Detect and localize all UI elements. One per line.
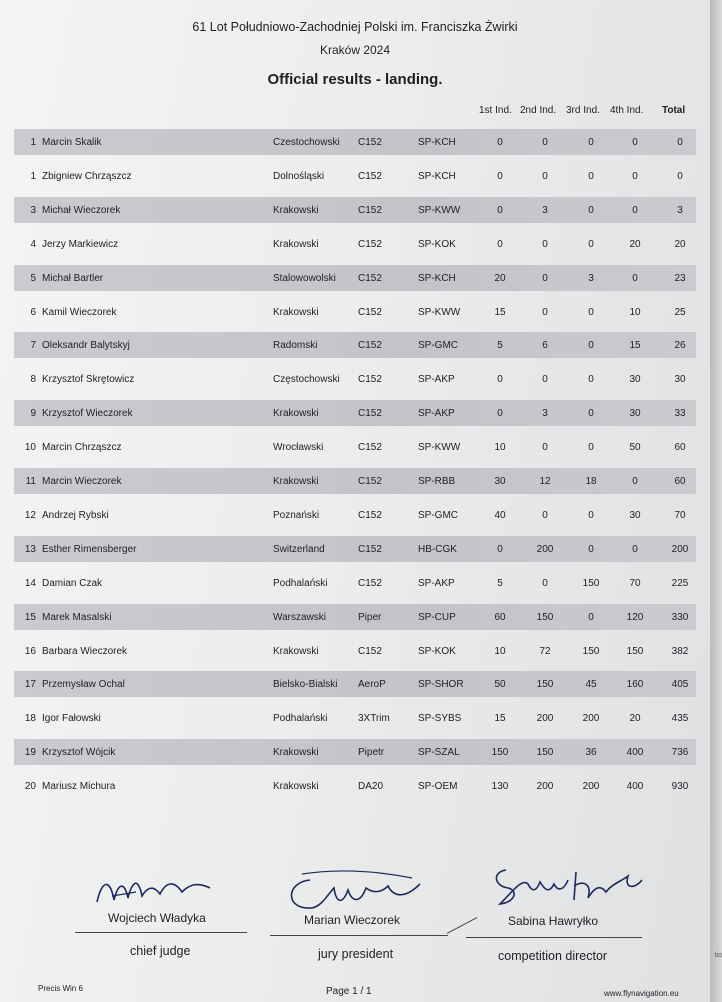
rank: 19: [24, 747, 36, 758]
registration: SP-KCH: [418, 171, 456, 182]
table-row: [14, 163, 696, 189]
score-4th-ind: 400: [626, 747, 644, 758]
registration: SP-RBB: [418, 476, 456, 487]
rank: 20: [24, 781, 36, 792]
score-total: 0: [677, 171, 683, 182]
registration: SP-KWW: [418, 205, 461, 216]
registration: SP-CUP: [418, 612, 456, 623]
score-2nd-ind: 200: [536, 713, 554, 724]
table-row: [14, 332, 696, 358]
score-2nd-ind: 200: [536, 544, 554, 555]
registration: SP-KOK: [418, 646, 456, 657]
rank: 14: [24, 578, 36, 589]
aeroclub: Krakowski: [273, 646, 319, 657]
score-3rd-ind: 0: [588, 612, 594, 623]
table-row: [14, 671, 696, 697]
aeroclub: Dolnośląski: [273, 171, 325, 182]
score-4th-ind: 0: [632, 171, 638, 182]
director-signature-scrawl: [488, 862, 648, 912]
competitor-name: Damian Czak: [42, 578, 103, 589]
score-2nd-ind: 0: [542, 307, 548, 318]
score-3rd-ind: 0: [588, 374, 594, 385]
competitor-name: Michał Bartler: [42, 273, 104, 284]
table-row: [14, 468, 696, 494]
score-1st-ind: 0: [497, 544, 503, 555]
score-total: 405: [671, 679, 689, 690]
aircraft-type: C152: [358, 544, 382, 555]
rank: 3: [30, 205, 36, 216]
column-header-1st-ind: 1st Ind.: [479, 105, 512, 116]
score-4th-ind: 400: [626, 781, 644, 792]
aircraft-type: Pipetr: [358, 747, 385, 758]
rank: 8: [30, 374, 36, 385]
competitor-name: Jerzy Markiewicz: [42, 239, 119, 250]
page-edge-text: tio: [714, 952, 722, 959]
table-row: [14, 773, 696, 799]
score-total: 26: [674, 340, 686, 351]
score-2nd-ind: 12: [539, 476, 551, 487]
score-1st-ind: 0: [497, 171, 503, 182]
aircraft-type: DA20: [358, 781, 384, 792]
aircraft-type: C152: [358, 273, 382, 284]
registration: SP-KWW: [418, 307, 461, 318]
score-2nd-ind: 3: [542, 408, 548, 419]
score-1st-ind: 10: [494, 442, 506, 453]
registration: SP-GMC: [418, 340, 458, 351]
table-row: [14, 265, 696, 291]
aircraft-type: C152: [358, 171, 382, 182]
page-edge: [710, 0, 722, 1002]
score-4th-ind: 160: [626, 679, 644, 690]
score-2nd-ind: 0: [542, 171, 548, 182]
table-row: [14, 366, 696, 392]
competitor-name: Marek Masalski: [42, 612, 112, 623]
competitor-name: Przemysław Ochal: [42, 679, 125, 690]
score-2nd-ind: 0: [542, 510, 548, 521]
aircraft-type: C152: [358, 442, 382, 453]
score-1st-ind: 130: [491, 781, 509, 792]
competitor-name: Barbara Wieczorek: [42, 646, 128, 657]
footer-website: www.flynavigation.eu: [604, 989, 679, 998]
score-1st-ind: 150: [491, 747, 509, 758]
score-3rd-ind: 150: [582, 646, 600, 657]
score-total: 736: [671, 747, 689, 758]
competition-title: 61 Lot Południowo-Zachodniej Polski im. Franciszka Żwirki: [192, 20, 518, 34]
competitor-name: Krzysztof Skrętowicz: [42, 374, 135, 385]
footer-software: Precis Win 6: [38, 984, 83, 993]
rank: 9: [30, 408, 36, 419]
score-3rd-ind: 0: [588, 544, 594, 555]
score-3rd-ind: 0: [588, 408, 594, 419]
aircraft-type: C152: [358, 340, 382, 351]
score-total: 382: [671, 646, 689, 657]
competition-director-name: Sabina Hawryłko: [508, 914, 599, 928]
registration: SP-AKP: [418, 578, 455, 589]
registration: SP-GMC: [418, 510, 458, 521]
aeroclub: Krakowski: [273, 781, 319, 792]
score-2nd-ind: 6: [542, 340, 548, 351]
score-3rd-ind: 45: [585, 679, 597, 690]
score-1st-ind: 60: [494, 612, 506, 623]
score-3rd-ind: 150: [582, 578, 600, 589]
judge-signature-scrawl: [92, 872, 222, 912]
competition-place-year: Kraków 2024: [319, 43, 391, 57]
table-row: [14, 502, 696, 528]
aeroclub: Krakowski: [273, 239, 319, 250]
aircraft-type: C152: [358, 205, 382, 216]
column-header-3rd-ind: 3rd Ind.: [566, 105, 600, 116]
chief-judge-name: Wojciech Władyka: [108, 911, 206, 925]
score-1st-ind: 30: [494, 476, 506, 487]
score-1st-ind: 15: [494, 307, 506, 318]
score-4th-ind: 20: [629, 713, 641, 724]
rank: 6: [30, 307, 36, 318]
score-1st-ind: 0: [497, 137, 503, 148]
score-3rd-ind: 3: [588, 273, 594, 284]
aeroclub: Wrocławski: [273, 442, 324, 453]
score-3rd-ind: 0: [588, 510, 594, 521]
aircraft-type: C152: [358, 578, 382, 589]
footer-page-number: Page 1 / 1: [326, 986, 372, 997]
registration: SP-OEM: [418, 781, 458, 792]
aircraft-type: 3XTrim: [358, 713, 390, 724]
competitor-name: Andrzej Rybski: [42, 510, 109, 521]
score-2nd-ind: 150: [536, 679, 554, 690]
competitor-name: Mariusz Michura: [42, 781, 116, 792]
table-row: [14, 231, 696, 257]
score-2nd-ind: 150: [536, 747, 554, 758]
rank: 18: [24, 713, 36, 724]
column-header-total: Total: [662, 105, 686, 116]
score-1st-ind: 0: [497, 408, 503, 419]
competitor-name: Marcin Wieczorek: [42, 476, 122, 487]
registration: SP-SZAL: [418, 747, 460, 758]
table-row: [14, 638, 696, 664]
jury-president-role: jury president: [318, 947, 394, 961]
score-3rd-ind: 0: [588, 239, 594, 250]
aircraft-type: C152: [358, 239, 382, 250]
registration: SP-SYBS: [418, 713, 462, 724]
registration: SP-KCH: [418, 273, 456, 284]
aeroclub: Częstochowski: [273, 374, 340, 385]
score-total: 60: [674, 442, 686, 453]
score-total: 23: [674, 273, 686, 284]
competitor-name: Esther Rimensberger: [42, 544, 137, 555]
score-2nd-ind: 0: [542, 273, 548, 284]
score-3rd-ind: 0: [588, 307, 594, 318]
score-total: 25: [674, 307, 686, 318]
score-3rd-ind: 36: [585, 747, 597, 758]
table-row: [14, 197, 696, 223]
aeroclub: Krakowski: [273, 476, 319, 487]
score-2nd-ind: 0: [542, 137, 548, 148]
score-4th-ind: 15: [629, 340, 641, 351]
score-2nd-ind: 3: [542, 205, 548, 216]
rank: 1: [30, 137, 36, 148]
aircraft-type: C152: [358, 646, 382, 657]
score-total: 20: [674, 239, 686, 250]
jury-president-signature-line: [270, 935, 448, 936]
column-header-2nd-ind: 2nd Ind.: [520, 105, 557, 116]
table-row: [14, 705, 696, 731]
score-2nd-ind: 200: [536, 781, 554, 792]
score-4th-ind: 30: [629, 510, 641, 521]
score-1st-ind: 0: [497, 205, 503, 216]
aircraft-type: C152: [358, 408, 382, 419]
rank: 12: [24, 510, 36, 521]
table-row: [14, 299, 696, 325]
score-4th-ind: 0: [632, 476, 638, 487]
score-4th-ind: 0: [632, 544, 638, 555]
competitor-name: Kamil Wieczorek: [42, 307, 117, 318]
rank: 7: [30, 340, 36, 351]
aircraft-type: C152: [358, 137, 382, 148]
table-row: [14, 604, 696, 630]
score-4th-ind: 10: [629, 307, 641, 318]
aeroclub: Radomski: [273, 340, 318, 351]
score-total: 3: [677, 205, 683, 216]
aircraft-type: AeroP: [358, 679, 386, 690]
aeroclub: Podhalański: [273, 578, 328, 589]
competitor-name: Krzysztof Wieczorek: [42, 408, 133, 419]
score-1st-ind: 50: [494, 679, 506, 690]
score-3rd-ind: 0: [588, 137, 594, 148]
aeroclub: Krakowski: [273, 408, 319, 419]
score-total: 330: [671, 612, 689, 623]
competitor-name: Marcin Chrząszcz: [42, 442, 122, 453]
aeroclub: Krakowski: [273, 205, 319, 216]
score-1st-ind: 0: [497, 374, 503, 385]
score-total: 60: [674, 476, 686, 487]
aeroclub: Warszawski: [273, 612, 326, 623]
score-4th-ind: 120: [626, 612, 644, 623]
rank: 10: [24, 442, 36, 453]
rank: 5: [30, 273, 36, 284]
aeroclub: Poznański: [273, 510, 320, 521]
chief-judge-role: chief judge: [130, 944, 191, 958]
score-4th-ind: 50: [629, 442, 641, 453]
aeroclub: Bielsko-Bialski: [273, 679, 338, 690]
score-4th-ind: 30: [629, 374, 641, 385]
aircraft-type: C152: [358, 510, 382, 521]
rank: 15: [24, 612, 36, 623]
table-row: [14, 739, 696, 765]
registration: SP-KCH: [418, 137, 456, 148]
table-row: [14, 570, 696, 596]
aeroclub: Podhalański: [273, 713, 328, 724]
table-row: [14, 434, 696, 460]
table-row: [14, 400, 696, 426]
column-header-4th-ind: 4th Ind.: [610, 105, 644, 116]
rank: 11: [25, 476, 36, 487]
aircraft-type: C152: [358, 476, 382, 487]
jury-president-name: Marian Wieczorek: [304, 913, 401, 927]
registration: SP-SHOR: [418, 679, 464, 690]
score-total: 200: [671, 544, 689, 555]
score-1st-ind: 40: [494, 510, 506, 521]
registration: SP-AKP: [418, 408, 455, 419]
aeroclub: Czestochowski: [273, 137, 340, 148]
rank: 1: [30, 171, 36, 182]
score-4th-ind: 30: [629, 408, 641, 419]
aircraft-type: C152: [358, 307, 382, 318]
score-2nd-ind: 0: [542, 442, 548, 453]
score-total: 930: [671, 781, 689, 792]
registration: HB-CGK: [418, 544, 457, 555]
table-row: [14, 536, 696, 562]
registration: SP-AKP: [418, 374, 455, 385]
score-total: 435: [671, 713, 689, 724]
jury-signature-scrawl: [282, 868, 432, 916]
rank: 4: [30, 239, 36, 250]
aeroclub: Krakowski: [273, 747, 319, 758]
table-row: [14, 129, 696, 155]
score-total: 225: [671, 578, 689, 589]
score-3rd-ind: 200: [582, 781, 600, 792]
score-2nd-ind: 0: [542, 239, 548, 250]
score-3rd-ind: 200: [582, 713, 600, 724]
score-3rd-ind: 0: [588, 340, 594, 351]
competitor-name: Zbigniew Chrząszcz: [42, 171, 132, 182]
score-total: 33: [674, 408, 686, 419]
score-3rd-ind: 0: [588, 171, 594, 182]
score-4th-ind: 20: [629, 239, 641, 250]
competition-director-role: competition director: [498, 949, 608, 963]
score-4th-ind: 70: [629, 578, 641, 589]
competitor-name: Michał Wieczorek: [42, 205, 121, 216]
registration: SP-KOK: [418, 239, 456, 250]
score-2nd-ind: 72: [539, 646, 551, 657]
score-4th-ind: 0: [632, 137, 638, 148]
rank: 13: [24, 544, 36, 555]
score-total: 70: [674, 510, 686, 521]
score-2nd-ind: 150: [536, 612, 554, 623]
score-4th-ind: 150: [626, 646, 644, 657]
score-3rd-ind: 0: [588, 205, 594, 216]
aeroclub: Krakowski: [273, 307, 319, 318]
score-3rd-ind: 18: [585, 476, 597, 487]
score-1st-ind: 5: [497, 578, 503, 589]
page-title: Official results - landing.: [267, 71, 443, 88]
score-3rd-ind: 0: [588, 442, 594, 453]
score-4th-ind: 0: [632, 205, 638, 216]
aircraft-type: C152: [358, 374, 382, 385]
competitor-name: Igor Fałowski: [42, 713, 101, 724]
registration: SP-KWW: [418, 442, 461, 453]
score-1st-ind: 5: [497, 340, 503, 351]
score-1st-ind: 15: [494, 713, 506, 724]
rank: 17: [24, 679, 36, 690]
competitor-name: Oleksandr Balytskyj: [42, 340, 130, 351]
competition-director-signature-line: [466, 937, 642, 938]
signature-stroke-divider: [447, 917, 477, 934]
score-1st-ind: 20: [494, 273, 506, 284]
score-total: 30: [674, 374, 686, 385]
score-2nd-ind: 0: [542, 578, 548, 589]
score-2nd-ind: 0: [542, 374, 548, 385]
score-1st-ind: 10: [494, 646, 506, 657]
score-4th-ind: 0: [632, 273, 638, 284]
rank: 16: [24, 646, 36, 657]
aeroclub: Switzerland: [273, 544, 325, 555]
score-1st-ind: 0: [497, 239, 503, 250]
aeroclub: Stalowowolski: [273, 273, 336, 284]
chief-judge-signature-line: [75, 932, 247, 933]
aircraft-type: Piper: [358, 612, 382, 623]
competitor-name: Krzysztof Wójcik: [42, 747, 116, 758]
competitor-name: Marcin Skalik: [42, 137, 102, 148]
score-total: 0: [677, 137, 683, 148]
